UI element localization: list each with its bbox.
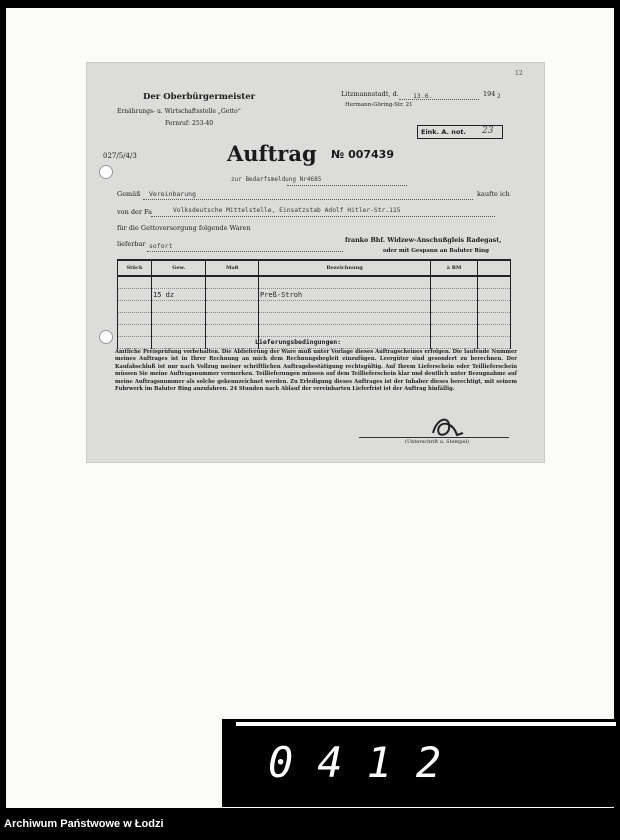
- table-top-rule: [117, 259, 511, 261]
- punch-hole-top: [99, 165, 113, 179]
- signature-caption: (Unterschrift u. Stempel): [405, 439, 470, 445]
- col-stueck: Stück: [118, 260, 152, 276]
- table-cell: [259, 325, 431, 337]
- table-cell: [206, 325, 259, 337]
- table-row: [118, 289, 511, 301]
- issuer-phone: Fernruf: 253-40: [165, 120, 214, 127]
- franko-line: franko Bhf. Widzew-Anschußgleis Radegast,: [345, 237, 502, 244]
- reference-number: 027/5/4/3: [103, 152, 137, 160]
- table-cell: [259, 276, 431, 289]
- table-cell: [477, 313, 510, 325]
- table-cell: [206, 301, 259, 313]
- lieferbar-label: lieferbar: [117, 240, 146, 248]
- punch-hole-bottom: [99, 330, 113, 344]
- archive-label: Archiwum Państwowe w Łodzi: [4, 818, 164, 830]
- table-cell: [259, 301, 431, 313]
- table-cell: [118, 301, 152, 313]
- table-cell: [477, 289, 510, 301]
- table-cell: [477, 337, 510, 349]
- issuer-title: Der Oberbürgermeister: [143, 92, 256, 102]
- table-cell: [431, 289, 478, 301]
- fuer-line: für die Gettoversorgung folgende Waren: [117, 224, 251, 232]
- supplier-name: Volksdeutsche Mittelstelle, Einsatzstab Adolf Hitler-Str.115: [173, 207, 401, 214]
- request-line: zur Bedarfsmeldung Nr4685: [231, 176, 322, 183]
- place-date-label: Litzmannstadt, d.: [341, 90, 399, 98]
- col-gewicht: Gew.: [152, 260, 206, 276]
- date-value: 13.6.: [413, 92, 433, 100]
- table-cell: [259, 313, 431, 325]
- issuer-address: Hermann-Göring-Str. 21: [345, 102, 413, 108]
- von-label: von der Fa: [117, 208, 152, 216]
- corner-pencil-mark: 12: [515, 70, 523, 77]
- table-cell: [118, 325, 152, 337]
- table-cell: [152, 337, 206, 349]
- col-mass: Maß: [206, 260, 259, 276]
- table-cell: [431, 301, 478, 313]
- order-number: № 007439: [331, 148, 394, 161]
- frame-number: 0412: [268, 738, 466, 787]
- table-cell: [477, 301, 510, 313]
- table-cell: [206, 276, 259, 289]
- table-cell: [431, 337, 478, 349]
- table-cell: [152, 325, 206, 337]
- table-row: [118, 313, 511, 325]
- table-row: [118, 325, 511, 337]
- table-cell: [152, 301, 206, 313]
- table-row: [118, 301, 511, 313]
- film-edge-strip: [236, 722, 616, 726]
- col-bezeichnung: Bezeichnung: [259, 260, 431, 276]
- table-cell: [431, 325, 478, 337]
- table-cell: [206, 313, 259, 325]
- table-cell: [206, 337, 259, 349]
- table-cell: [118, 289, 152, 301]
- col-extra: [477, 260, 510, 276]
- col-preis: à RM: [431, 260, 478, 276]
- order-form-document: [86, 62, 545, 463]
- table-cell: Preß-Stroh: [259, 289, 431, 301]
- document-title: Auftrag: [227, 141, 317, 166]
- receipt-stamp: Eink. A. not. 23: [417, 125, 503, 139]
- table-cell: [206, 289, 259, 301]
- table-cell: [152, 313, 206, 325]
- year-value: 194: [483, 90, 496, 98]
- franko-line-2: oder mit Gespann an Baluter Ring: [383, 248, 489, 254]
- table-cell: [118, 337, 152, 349]
- gemass-value: Vereinbarung: [149, 190, 196, 198]
- table-cell: [118, 313, 152, 325]
- table-cell: [431, 313, 478, 325]
- conditions-text: Amtliche Preisprüfung vorbehalten. Die Ablieferung der Ware muß unter Vorlage dieses Auftragscheines erfolgen. Die laufende Nummer meines Auftrages ist in Ihrer Rechnung an mich dem Rechnungsbegleit einzufügen. Leergüter sind gesondert zu berechnen. Der Kaufabschluß ist nur nach Vollzug meiner schriftlichen Auftragsbestätigung rechtsgültig. Auf Ihrem Lieferschein oder Teillieferschein müssen Sie meine Auftragsnummer vermerken. Teillieferungen müssen auf dem Teillieferschein klar und deutlich unter Bezugnahme auf meine Auftragsnummer als solche gekennzeichnet werden. Zu Erledigung dieses Auftrages ist der Inhaber dieses berechtigt, mit seinem Fuhrwerk im Baluter Ring anzufahren. 24 Stunden nach Ablauf der vereinbarten Lieferfrist ist der Auftrag hinfällig.: [115, 349, 517, 393]
- table-cell: [152, 276, 206, 289]
- gemass-label: Gemäß: [117, 190, 141, 198]
- conditions-title: Lieferungsbedingungen:: [255, 338, 342, 346]
- table-cell: [477, 325, 510, 337]
- table-cell: 15 dz: [152, 289, 206, 301]
- kaufte-label: kaufte ich: [477, 190, 510, 198]
- issuer-department: Ernährungs- u. Wirtschaftsstelle „Getto“: [117, 108, 241, 115]
- table-row: [118, 276, 511, 289]
- lieferbar-value: sofort: [149, 242, 173, 250]
- items-table: [117, 259, 511, 349]
- table-cell: [118, 276, 152, 289]
- table-cell: [477, 276, 510, 289]
- year-suffix: 2: [497, 93, 501, 100]
- table-cell: [431, 276, 478, 289]
